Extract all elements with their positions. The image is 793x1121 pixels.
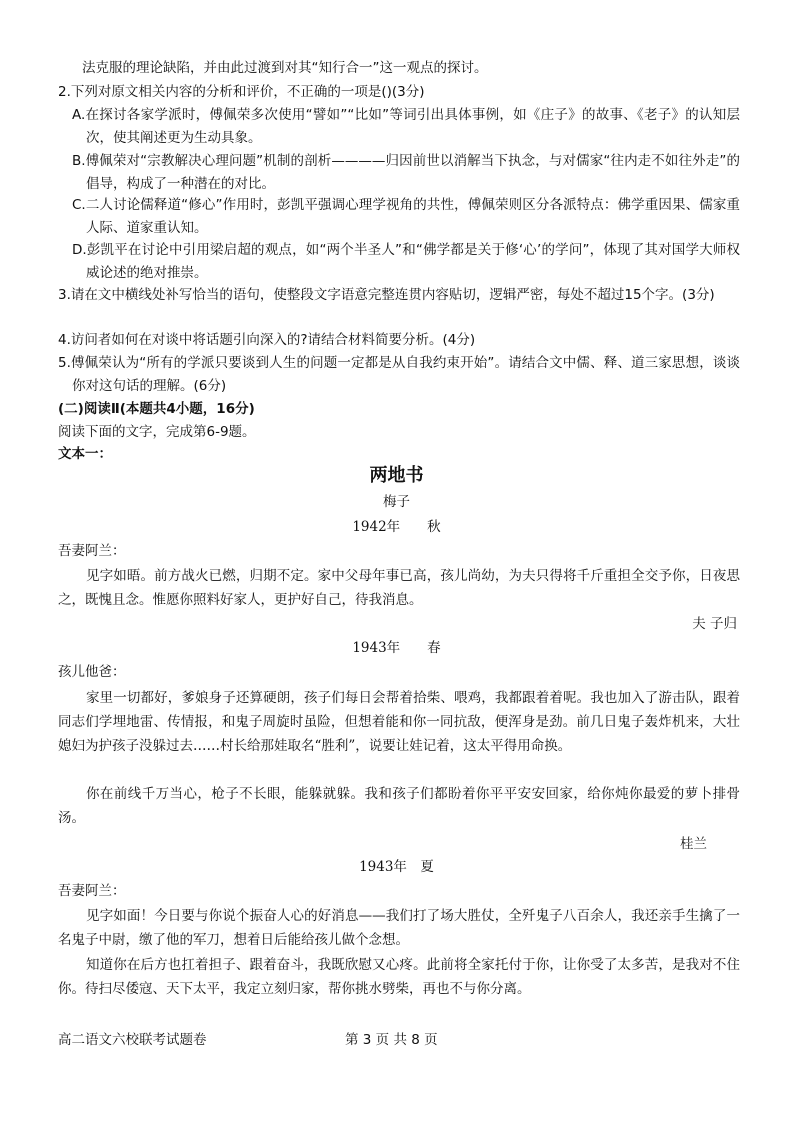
- letter-3-date: 1943年 夏: [359, 859, 434, 875]
- question-2-option-c: [72, 194, 740, 240]
- letter-3-paragraph-2: 知道你在后方也扛着担子、跟着奋斗，我既欣慰又心疼。此前将全家托付于你，让你受了太多苦，是我对不住你。待扫尽倭寇、天下太平，我定立刻归家，帮你挑水劈柴，再也不与你分离。: [58, 957, 740, 997]
- question-4: 4.访问者如何在对谈中将话题引向深入的?请结合材料简要分析。(4分): [58, 332, 476, 348]
- question-2-option-b: [72, 150, 740, 196]
- question-2-option-a: [72, 104, 740, 150]
- letter-1-date: 1942年 秋: [352, 519, 441, 535]
- text-one-label: 文本一：: [58, 446, 112, 462]
- question-5: [58, 352, 740, 398]
- story-title: 两地书: [369, 465, 424, 486]
- letter-2-salutation: 孩儿他爸：: [58, 664, 126, 680]
- question-2-option-d-text: D.彭凯平在讨论中引用梁启超的观点，如“两个半圣人”和“佛学都是关于修‘心’的学问”，体现了其对国学大师权威论述的绝对推崇。: [72, 242, 740, 281]
- letter-2-paragraph-2: 你在前线千万当心，枪子不长眼，能躲就躲。我和孩子们都盼着你平平安安回家，给你炖你最爱的萝卜排骨汤。: [58, 786, 740, 826]
- footer-exam-title: 高二语文六校联考试题卷: [58, 1032, 207, 1048]
- question-5-text: 5.傅佩荣认为“所有的学派只要谈到人生的问题一定都是从自我约束开始”。请结合文中儒、释、道三家思想，谈谈你对这句话的理解。(6分): [58, 355, 740, 394]
- question-2-option-c-text: C.二人讨论儒释道“修心”作用时，彭凯平强调心理学视角的共性，傅佩荣则区分各派特点：佛学重因果、儒家重人际、道家重认知。: [72, 197, 740, 236]
- question-2-option-a-text: A.在探讨各家学派时，傅佩荣多次使用“譬如”“比如”等词引出具体事例，如《庄子》的故事、《老子》的认知层次，使其阐述更为生动具象。: [72, 107, 740, 146]
- section-heading: (二)阅读Ⅱ(本题共4小题，16分): [58, 401, 255, 417]
- letter-1-salutation: 吾妻阿兰：: [58, 543, 126, 559]
- story-author: 梅子: [383, 494, 410, 510]
- question-3-text: 3.请在文中横线处补写恰当的语句，使整段文字语意完整连贯内容贴切，逻辑严密，每处不超过15个字。(3分): [58, 287, 715, 303]
- letter-2-signature: 桂兰: [680, 836, 707, 852]
- question-2-option-d: [72, 239, 740, 285]
- question-2-stem: 2.下列对原文相关内容的分析和评价，不正确的一项是()(3分): [58, 84, 425, 100]
- letter-3-salutation: 吾妻阿兰：: [58, 883, 126, 899]
- letter-3-paragraph-1: 见字如面！今日要与你说个振奋人心的好消息——我们打了场大胜仗，全歼鬼子八百余人，我还亲手生擒了一名鬼子中尉，缴了他的军刀，想着日后能给孩儿做个念想。: [58, 908, 740, 948]
- question-2-option-b-text: B.傅佩荣对“宗教解决心理问题”机制的剖析————归因前世以消解当下执念，与对儒家“往内走不如往外走”的倡导，构成了一种潜在的对比。: [72, 153, 740, 192]
- footer-page-number: 第 3 页 共 8 页: [345, 1032, 438, 1048]
- letter-2-date: 1943年 春: [352, 640, 441, 656]
- question-3: [58, 284, 740, 307]
- letter-2-paragraph-1: 家里一切都好，爹娘身子还算硬朗，孩子们每日会帮着拾柴、喂鸡，我都跟着着呢。我也加入了游击队，跟着同志们学埋地雷、传情报，和鬼子周旋时虽险，但想着能和你一同抗敌，便浑身是劲。前几日鬼子轰炸机来，大壮媳妇为护孩子没躲过去……村长给那娃取名“胜利”，说要让娃记着，这太平得用命换。: [58, 690, 740, 754]
- letter-1-paragraph: 见字如晤。前方战火已燃，归期不定。家中父母年事已高，孩儿尚幼，为夫只得将千斤重担全交予你，日夜思之，既愧且念。惟愿你照料好家人，更护好自己，待我消息。: [58, 568, 740, 608]
- letter-1-signature: 夫 子归: [692, 616, 737, 632]
- question-1-tail: 法克服的理论缺陷，并由此过渡到对其“知行合一”这一观点的探讨。: [82, 60, 488, 76]
- reading-instruction: 阅读下面的文字，完成第6-9题。: [58, 424, 256, 440]
